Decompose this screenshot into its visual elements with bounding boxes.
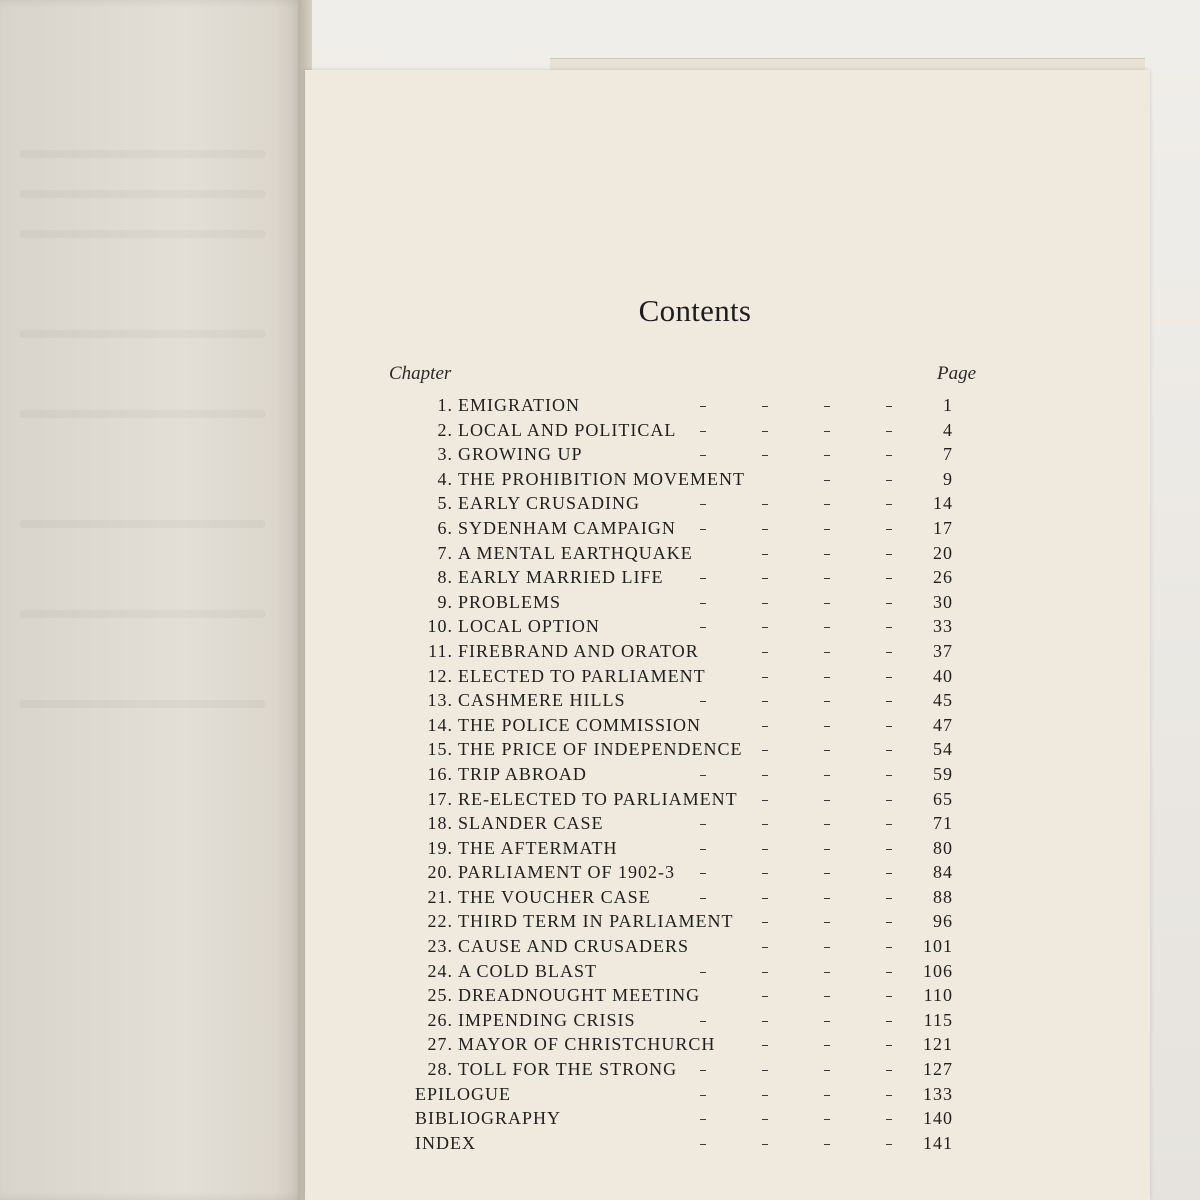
dot-leaders <box>505 543 905 567</box>
page-number: 101 <box>923 936 953 957</box>
leader-dash <box>886 750 892 751</box>
leader-dash <box>886 849 892 850</box>
leader-dash <box>886 701 892 702</box>
leader-dash <box>824 873 830 874</box>
leader-dash <box>824 677 830 678</box>
leader-dash <box>762 554 768 555</box>
page-number: 96 <box>933 911 953 932</box>
leader-dash <box>762 996 768 997</box>
leader-dash <box>886 873 892 874</box>
leader-dash <box>762 652 768 653</box>
leader-dash <box>824 775 830 776</box>
chapter-column-label: Chapter <box>389 363 452 384</box>
leader-dash <box>824 652 830 653</box>
chapter-title: THE PRICE OF INDEPENDENCE <box>458 739 743 760</box>
leader-dash <box>886 627 892 628</box>
leader-dash <box>824 898 830 899</box>
leader-dash <box>762 1021 768 1022</box>
chapter-number: 20. <box>427 862 453 883</box>
page-number: 59 <box>933 763 953 784</box>
chapter-number: 23. <box>427 936 453 957</box>
page-number: 47 <box>933 714 953 735</box>
leader-dash <box>886 726 892 727</box>
bleed-through-line <box>20 230 265 238</box>
leader-dash <box>886 824 892 825</box>
leader-dash <box>700 1144 706 1145</box>
leader-dash <box>824 627 830 628</box>
leader-dash <box>824 504 830 505</box>
page-title: Contents <box>638 293 752 328</box>
leader-dash <box>762 972 768 973</box>
chapter-title: SLANDER CASE <box>458 813 604 834</box>
leader-dash <box>762 898 768 899</box>
page-number: 71 <box>933 813 953 834</box>
dot-leaders <box>505 1108 905 1132</box>
chapter-title: THE POLICE COMMISSION <box>458 714 702 735</box>
chapter-number: 8. <box>437 567 453 588</box>
page-number: 80 <box>933 837 953 858</box>
toc-entry <box>305 862 1150 887</box>
dot-leaders <box>505 567 905 591</box>
leader-dash <box>700 431 706 432</box>
dot-leaders <box>505 862 905 886</box>
leader-dash <box>824 922 830 923</box>
toc-entry <box>305 543 1150 568</box>
dot-leaders <box>505 764 905 788</box>
leader-dash <box>762 603 768 604</box>
leader-dash <box>700 824 706 825</box>
toc-entry <box>305 641 1150 666</box>
page-number: 30 <box>933 591 953 612</box>
page-number: 65 <box>933 788 953 809</box>
leader-dash <box>886 1144 892 1145</box>
page-number: 133 <box>923 1083 953 1104</box>
chapter-title: GROWING UP <box>458 444 583 465</box>
leader-dash <box>886 652 892 653</box>
leader-dash <box>762 849 768 850</box>
dot-leaders <box>505 911 905 935</box>
leader-dash <box>762 455 768 456</box>
dot-leaders <box>505 715 905 739</box>
page-number: 106 <box>923 960 953 981</box>
leader-dash <box>886 1045 892 1046</box>
leader-dash <box>824 1144 830 1145</box>
chapter-title: EMIGRATION <box>458 395 580 415</box>
leader-dash <box>700 455 706 456</box>
chapter-number: 11. <box>428 640 453 661</box>
page-number: 54 <box>933 739 953 760</box>
chapter-number: 5. <box>437 493 453 514</box>
chapter-title: EPILOGUE <box>415 1083 511 1104</box>
toc-entry <box>305 911 1150 936</box>
chapter-number: 28. <box>427 1059 453 1080</box>
page-number: 84 <box>933 862 953 883</box>
leader-dash <box>824 529 830 530</box>
leader-dash <box>886 578 892 579</box>
bleed-through-line <box>20 520 265 528</box>
chapter-number: 13. <box>427 690 453 711</box>
leader-dash <box>700 898 706 899</box>
toc-entry <box>305 1034 1150 1059</box>
leader-dash <box>700 406 706 407</box>
toc-entry <box>305 764 1150 789</box>
leader-dash <box>700 504 706 505</box>
leader-dash <box>762 1070 768 1071</box>
dot-leaders <box>505 690 905 714</box>
leader-dash <box>886 775 892 776</box>
dot-leaders <box>505 1059 905 1083</box>
chapter-title: PROBLEMS <box>458 591 562 612</box>
leader-dash <box>886 922 892 923</box>
dot-leaders <box>505 518 905 542</box>
chapter-title: INDEX <box>415 1132 476 1153</box>
toc-entry <box>305 1108 1150 1133</box>
chapter-number: 27. <box>427 1034 453 1055</box>
toc-entry <box>305 444 1150 469</box>
chapter-number: 10. <box>427 616 453 637</box>
leader-dash <box>886 431 892 432</box>
page-number: 26 <box>933 567 953 588</box>
chapter-title: IMPENDING CRISIS <box>458 1009 636 1030</box>
chapter-title: A MENTAL EARTHQUAKE <box>458 542 693 563</box>
leader-dash <box>886 529 892 530</box>
page-number: 140 <box>923 1108 953 1129</box>
chapter-title: THE AFTERMATH <box>458 837 618 858</box>
chapter-title: THIRD TERM IN PARLIAMENT <box>458 911 734 932</box>
page-column-label: Page <box>937 363 977 384</box>
leader-dash <box>824 431 830 432</box>
leader-dash <box>824 1045 830 1046</box>
chapter-number: 9. <box>437 591 453 612</box>
chapter-title: SYDENHAM CAMPAIGN <box>458 517 676 538</box>
leader-dash <box>762 775 768 776</box>
leader-dash <box>700 972 706 973</box>
toc-entry <box>305 789 1150 814</box>
leader-dash <box>824 1095 830 1096</box>
leader-dash <box>762 1144 768 1145</box>
page-number: 141 <box>923 1132 953 1153</box>
leader-dash <box>824 824 830 825</box>
bleed-through-line <box>20 190 265 198</box>
leader-dash <box>824 406 830 407</box>
dot-leaders <box>505 961 905 985</box>
chapter-title: ELECTED TO PARLIAMENT <box>458 665 706 686</box>
leader-dash <box>886 1021 892 1022</box>
leader-dash <box>700 849 706 850</box>
leader-dash <box>700 1021 706 1022</box>
dot-leaders <box>505 493 905 517</box>
leader-dash <box>886 800 892 801</box>
chapter-number: 22. <box>427 911 453 932</box>
bleed-through-line <box>20 150 265 158</box>
chapter-number: 12. <box>427 665 453 686</box>
leader-dash <box>824 996 830 997</box>
toc-entry <box>305 616 1150 641</box>
leader-dash <box>762 529 768 530</box>
leader-dash <box>886 455 892 456</box>
toc-entry <box>305 469 1150 494</box>
dot-leaders <box>505 985 905 1009</box>
chapter-title: CASHMERE HILLS <box>458 690 626 711</box>
leader-dash <box>762 800 768 801</box>
leader-dash <box>886 677 892 678</box>
chapter-title: LOCAL OPTION <box>458 616 600 637</box>
toc-entry <box>305 936 1150 961</box>
toc-entry <box>305 592 1150 617</box>
leader-dash <box>762 627 768 628</box>
chapter-number: 1. <box>437 395 453 415</box>
page-number: 14 <box>933 493 953 514</box>
toc-entry <box>305 715 1150 740</box>
leader-dash <box>824 972 830 973</box>
page-number: 115 <box>923 1009 953 1030</box>
leader-dash <box>824 455 830 456</box>
page-number: 127 <box>923 1059 953 1080</box>
leader-dash <box>762 677 768 678</box>
dot-leaders <box>505 592 905 616</box>
chapter-title: LOCAL AND POLITICAL <box>458 419 677 440</box>
toc-entry <box>305 493 1150 518</box>
leader-dash <box>762 947 768 948</box>
chapter-title: CAUSE AND CRUSADERS <box>458 936 690 957</box>
leader-dash <box>762 504 768 505</box>
toc-entry <box>305 395 1150 420</box>
leader-dash <box>886 898 892 899</box>
toc-entry <box>305 420 1150 445</box>
chapter-title: MAYOR OF CHRISTCHURCH <box>458 1034 716 1055</box>
dot-leaders <box>505 936 905 960</box>
chapter-number: 16. <box>427 763 453 784</box>
dot-leaders <box>505 838 905 862</box>
dot-leaders <box>505 420 905 444</box>
leader-dash <box>824 701 830 702</box>
leader-dash <box>824 1070 830 1071</box>
page-number: 37 <box>933 640 953 661</box>
chapter-title: A COLD BLAST <box>458 960 598 981</box>
leader-dash <box>824 750 830 751</box>
leader-dash <box>700 1070 706 1071</box>
contents-page <box>305 70 1150 1200</box>
chapter-title: THE PROHIBITION MOVEMENT <box>458 468 745 489</box>
dot-leaders <box>505 1084 905 1108</box>
leader-dash <box>886 504 892 505</box>
toc-entry <box>305 518 1150 543</box>
toc-entry <box>305 666 1150 691</box>
leader-dash <box>824 578 830 579</box>
leader-dash <box>762 701 768 702</box>
leader-dash <box>762 922 768 923</box>
leader-dash <box>700 529 706 530</box>
toc-entry <box>305 887 1150 912</box>
page-number: 88 <box>933 886 953 907</box>
page-number: 33 <box>933 616 953 637</box>
leader-dash <box>762 578 768 579</box>
page-number: 9 <box>943 468 953 489</box>
page-number: 45 <box>933 690 953 711</box>
chapter-number: 19. <box>427 837 453 858</box>
chapter-number: 6. <box>437 517 453 538</box>
toc-entry <box>305 1084 1150 1109</box>
leader-dash <box>762 406 768 407</box>
bleed-through-line <box>20 410 265 418</box>
chapter-number: 15. <box>427 739 453 760</box>
leader-dash <box>700 603 706 604</box>
leader-dash <box>762 750 768 751</box>
dot-leaders <box>505 789 905 813</box>
leader-dash <box>700 701 706 702</box>
chapter-number: 21. <box>427 886 453 907</box>
leader-dash <box>762 873 768 874</box>
dot-leaders <box>505 469 905 493</box>
leader-dash <box>824 480 830 481</box>
chapter-number: 18. <box>427 813 453 834</box>
bleed-through-line <box>20 330 265 338</box>
chapter-number: 14. <box>427 714 453 735</box>
leader-dash <box>886 1070 892 1071</box>
leader-dash <box>824 554 830 555</box>
toc-entry <box>305 1133 1150 1158</box>
toc-entry <box>305 690 1150 715</box>
page-number: 7 <box>943 444 953 465</box>
bleed-through-line <box>20 700 265 708</box>
dot-leaders <box>505 616 905 640</box>
toc-list <box>305 395 1150 1157</box>
chapter-title: BIBLIOGRAPHY <box>415 1108 562 1129</box>
dot-leaders <box>505 641 905 665</box>
left-page <box>0 0 305 1200</box>
dot-leaders <box>505 739 905 763</box>
dot-leaders <box>505 887 905 911</box>
dot-leaders <box>505 813 905 837</box>
leader-dash <box>886 972 892 973</box>
leader-dash <box>700 775 706 776</box>
toc-entry <box>305 838 1150 863</box>
chapter-number: 7. <box>437 542 453 563</box>
leader-dash <box>886 554 892 555</box>
chapter-number: 4. <box>437 468 453 489</box>
page-number: 4 <box>943 419 953 440</box>
leader-dash <box>762 1045 768 1046</box>
chapter-number: 25. <box>427 985 453 1006</box>
leader-dash <box>824 1119 830 1120</box>
chapter-title: THE VOUCHER CASE <box>458 886 651 907</box>
page-number: 110 <box>923 985 953 1006</box>
page-number: 17 <box>933 517 953 538</box>
leader-dash <box>886 1119 892 1120</box>
chapter-title: PARLIAMENT OF 1902-3 <box>458 862 676 883</box>
leader-dash <box>824 849 830 850</box>
leader-dash <box>762 824 768 825</box>
toc-entry <box>305 739 1150 764</box>
leader-dash <box>824 726 830 727</box>
toc-entry <box>305 961 1150 986</box>
leader-dash <box>700 1095 706 1096</box>
chapter-number: 2. <box>437 419 453 440</box>
toc-entry <box>305 813 1150 838</box>
leader-dash <box>762 726 768 727</box>
leader-dash <box>762 1119 768 1120</box>
leader-dash <box>824 800 830 801</box>
bleed-through-line <box>20 610 265 618</box>
dot-leaders <box>505 1034 905 1058</box>
leader-dash <box>700 578 706 579</box>
chapter-title: DREADNOUGHT MEETING <box>458 985 701 1006</box>
leader-dash <box>886 480 892 481</box>
leader-dash <box>700 627 706 628</box>
chapter-title: EARLY CRUSADING <box>458 493 641 514</box>
leader-dash <box>886 947 892 948</box>
chapter-number: 17. <box>427 788 453 809</box>
leader-dash <box>824 947 830 948</box>
chapter-title: FIREBRAND AND ORATOR <box>458 640 699 661</box>
chapter-title: EARLY MARRIED LIFE <box>458 567 664 588</box>
toc-entry <box>305 567 1150 592</box>
leader-dash <box>886 603 892 604</box>
page-number: 1 <box>943 395 953 415</box>
chapter-title: RE-ELECTED TO PARLIAMENT <box>458 788 738 809</box>
toc-entry <box>305 985 1150 1010</box>
dot-leaders <box>505 666 905 690</box>
page-number: 20 <box>933 542 953 563</box>
chapter-title: TOLL FOR THE STRONG <box>458 1059 678 1080</box>
page-number: 121 <box>923 1034 953 1055</box>
chapter-number: 26. <box>427 1009 453 1030</box>
leader-dash <box>886 1095 892 1096</box>
leader-dash <box>824 603 830 604</box>
dot-leaders <box>505 1133 905 1157</box>
dot-leaders <box>505 1010 905 1034</box>
leader-dash <box>700 1119 706 1120</box>
toc-entry <box>305 1059 1150 1084</box>
leader-dash <box>824 1021 830 1022</box>
chapter-title: TRIP ABROAD <box>458 763 587 784</box>
chapter-number: 3. <box>437 444 453 465</box>
leader-dash <box>886 996 892 997</box>
toc-entry <box>305 1010 1150 1035</box>
dot-leaders <box>505 444 905 468</box>
leader-dash <box>762 431 768 432</box>
leader-dash <box>762 1095 768 1096</box>
page-number: 40 <box>933 665 953 686</box>
leader-dash <box>700 873 706 874</box>
chapter-number: 24. <box>427 960 453 981</box>
leader-dash <box>886 406 892 407</box>
dot-leaders <box>505 395 905 419</box>
